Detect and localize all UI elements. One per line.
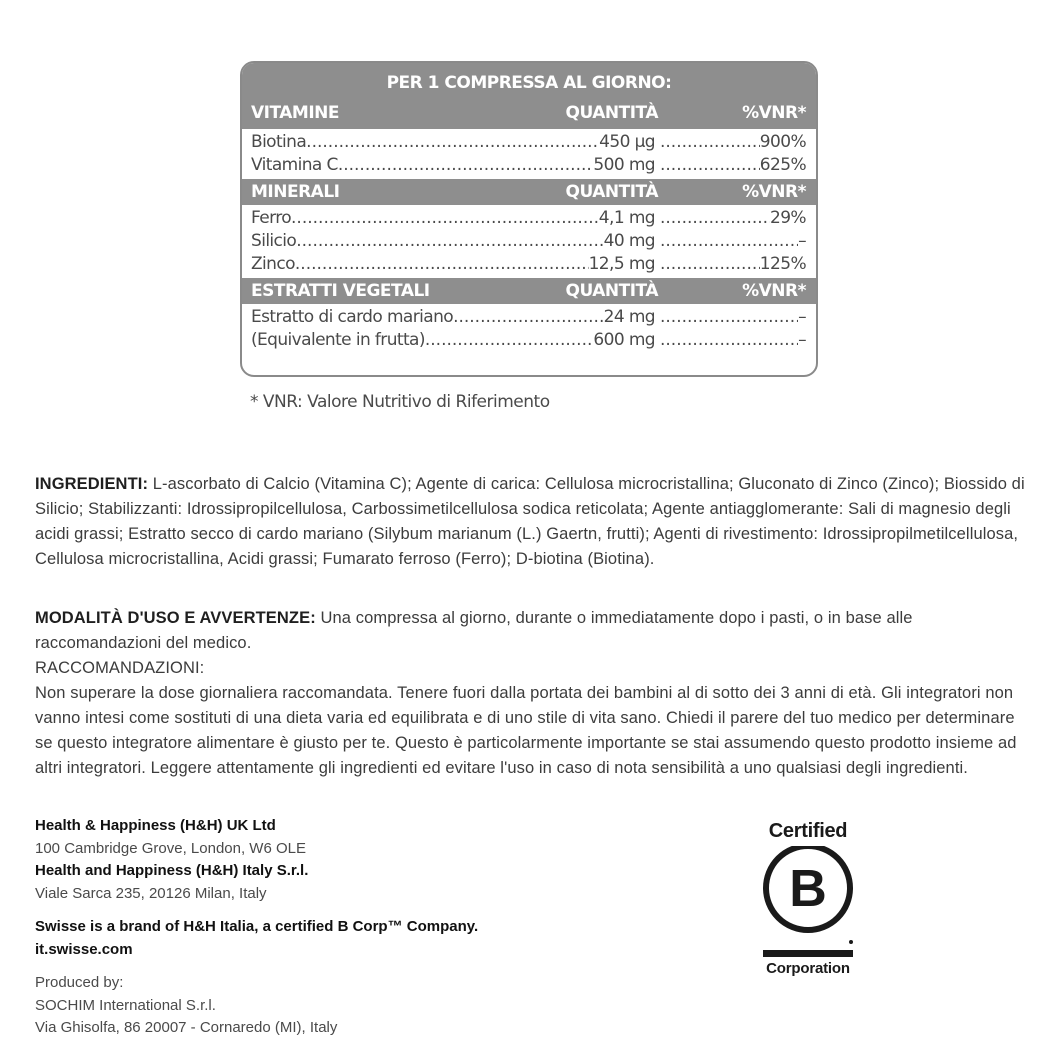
recommendations-text: Non superare la dose giornaliera raccomandata. Tenere fuori dalla portata dei bambini al di sotto dei 3 anni di età. Gli integratori non vanno intesi come sostituti di una dieta varia ed equilibrata e di uno stile di vita sano. Chiedi il parere del tuo medico per determinare se questo integratore alimentare è giusto per te. Questo è particolarmente importante se stai assumendo questo prodotto insieme ad altri integratori. Leggere attentamente gli ingredienti ed evitare l'uso in caso di nota sensibilità a uno qualsiasi degli ingredienti. — [35, 684, 1017, 777]
table-row — [242, 131, 816, 154]
section-name: VITAMINE — [251, 103, 339, 123]
section-header-vitamine — [242, 101, 816, 125]
vnr-header: %VNR* — [742, 281, 806, 301]
table-row — [242, 306, 816, 329]
vnr-header: %VNR* — [742, 182, 806, 202]
nutrient-name: Vitamina C — [251, 155, 338, 175]
brand-info — [35, 916, 478, 961]
nutrient-vnr: – — [798, 307, 806, 327]
bcorp-letter: B — [789, 860, 827, 918]
brand-line: Swisse is a brand of H&H Italia, a certified B Corp™ Company. — [35, 918, 479, 935]
table-row — [242, 230, 816, 253]
company-addresses — [35, 815, 308, 905]
recommendations-label: RACCOMANDAZIONI: — [35, 659, 205, 677]
nutrient-vnr: 900% — [759, 132, 806, 152]
section-name: ESTRATTI VEGETALI — [251, 281, 430, 301]
it-company-address: Viale Sarca 235, 20126 Milan, Italy — [35, 884, 267, 902]
nutrient-qty: 450 µg — [599, 132, 655, 152]
nutrient-name: Silicio — [251, 231, 297, 251]
vnr-header: %VNR* — [742, 103, 806, 123]
producer-name: SOCHIM International S.r.l. — [35, 996, 216, 1014]
ingredients-text: L-ascorbato di Calcio (Vitamina C); Agente di carica: Cellulosa microcristallina; Gluconato di Zinco (Zinco); Biossido di Silicio; Stabilizzanti: Idrossipropilcellulosa, Carbossimetilcellulosa sodica reticolata; Agente antiagglomerante: Sali di magnesio degli acidi grassi; Estratto secco di cardo mariano (Silybum marianum (L.) Gaertn, frutti); Agenti di rivestimento: Idrossipropilmetilcellulosa, Cellulosa microcristallina, Acidi grassi; Fumarato ferroso (Ferro); D-biotina (Biotina). — [35, 475, 1025, 568]
nutrient-name: (Equivalente in frutta) — [251, 330, 425, 350]
produced-by-label: Produced by: — [35, 974, 124, 991]
producer-info — [35, 972, 337, 1040]
table-row — [242, 253, 816, 276]
bcorp-logo — [758, 820, 858, 980]
nutrient-vnr: 625% — [759, 155, 806, 175]
usage-section — [35, 606, 1025, 801]
usage-text: Una compressa al giorno, durante o immediatamente dopo i pasti, o in base alle raccomandazioni del medico. — [35, 609, 913, 652]
producer-address: Via Ghisolfa, 86 20007 - Cornaredo (MI), Italy — [35, 1019, 338, 1036]
qty-header: QUANTITÀ — [565, 281, 658, 301]
nutrient-qty: 4,1 mg — [598, 208, 655, 228]
nutrient-name: Zinco — [251, 254, 295, 274]
qty-header: QUANTITÀ — [565, 103, 658, 123]
table-title: PER 1 COMPRESSA AL GIORNO: — [386, 73, 672, 93]
nutrient-qty: 500 mg — [593, 155, 655, 175]
nutrient-vnr: 29% — [770, 208, 806, 228]
ingredients-label: INGREDIENTI: — [35, 475, 149, 493]
nutrient-vnr: 125% — [759, 254, 806, 274]
table-row — [242, 207, 816, 230]
nutrient-vnr: – — [798, 231, 806, 251]
uk-company-address: 100 Cambridge Grove, London, W6 OLE — [35, 839, 306, 857]
bcorp-corporation-text: Corporation — [766, 960, 850, 977]
table-header-band — [242, 63, 816, 129]
nutrient-qty: 12,5 mg — [588, 254, 655, 274]
section-rows-vitamine — [242, 129, 816, 179]
table-row — [242, 329, 816, 352]
nutrient-name: Biotina — [251, 132, 307, 152]
section-rows-minerali — [242, 205, 816, 278]
qty-header: QUANTITÀ — [565, 182, 658, 202]
nutrient-name: Estratto di cardo mariano — [251, 307, 454, 327]
uk-company-name: Health & Happiness (H&H) UK Ltd — [35, 817, 276, 834]
website-link[interactable]: it.swisse.com — [35, 940, 133, 958]
usage-paragraph — [35, 606, 1025, 656]
bcorp-b-icon — [758, 846, 858, 958]
section-name: MINERALI — [251, 182, 340, 202]
section-header-minerali — [242, 179, 816, 205]
table-row — [242, 154, 816, 177]
nutrient-qty: 40 mg — [603, 231, 655, 251]
table-footnote: * VNR: Valore Nutritivo di Riferimento — [250, 392, 550, 412]
section-header-estratti — [242, 278, 816, 304]
nutrition-table — [240, 61, 818, 377]
bcorp-certified-text: Certified — [768, 820, 848, 842]
usage-label: MODALITÀ D'USO E AVVERTENZE: — [35, 609, 316, 627]
nutrient-qty: 600 mg — [593, 330, 655, 350]
nutrient-name: Ferro — [251, 208, 292, 228]
nutrient-vnr: – — [798, 330, 806, 350]
nutrient-qty: 24 mg — [603, 307, 655, 327]
section-rows-estratti — [242, 304, 816, 354]
ingredients-paragraph — [35, 472, 1025, 572]
it-company-name: Health and Happiness (H&H) Italy S.r.l. — [35, 862, 309, 879]
